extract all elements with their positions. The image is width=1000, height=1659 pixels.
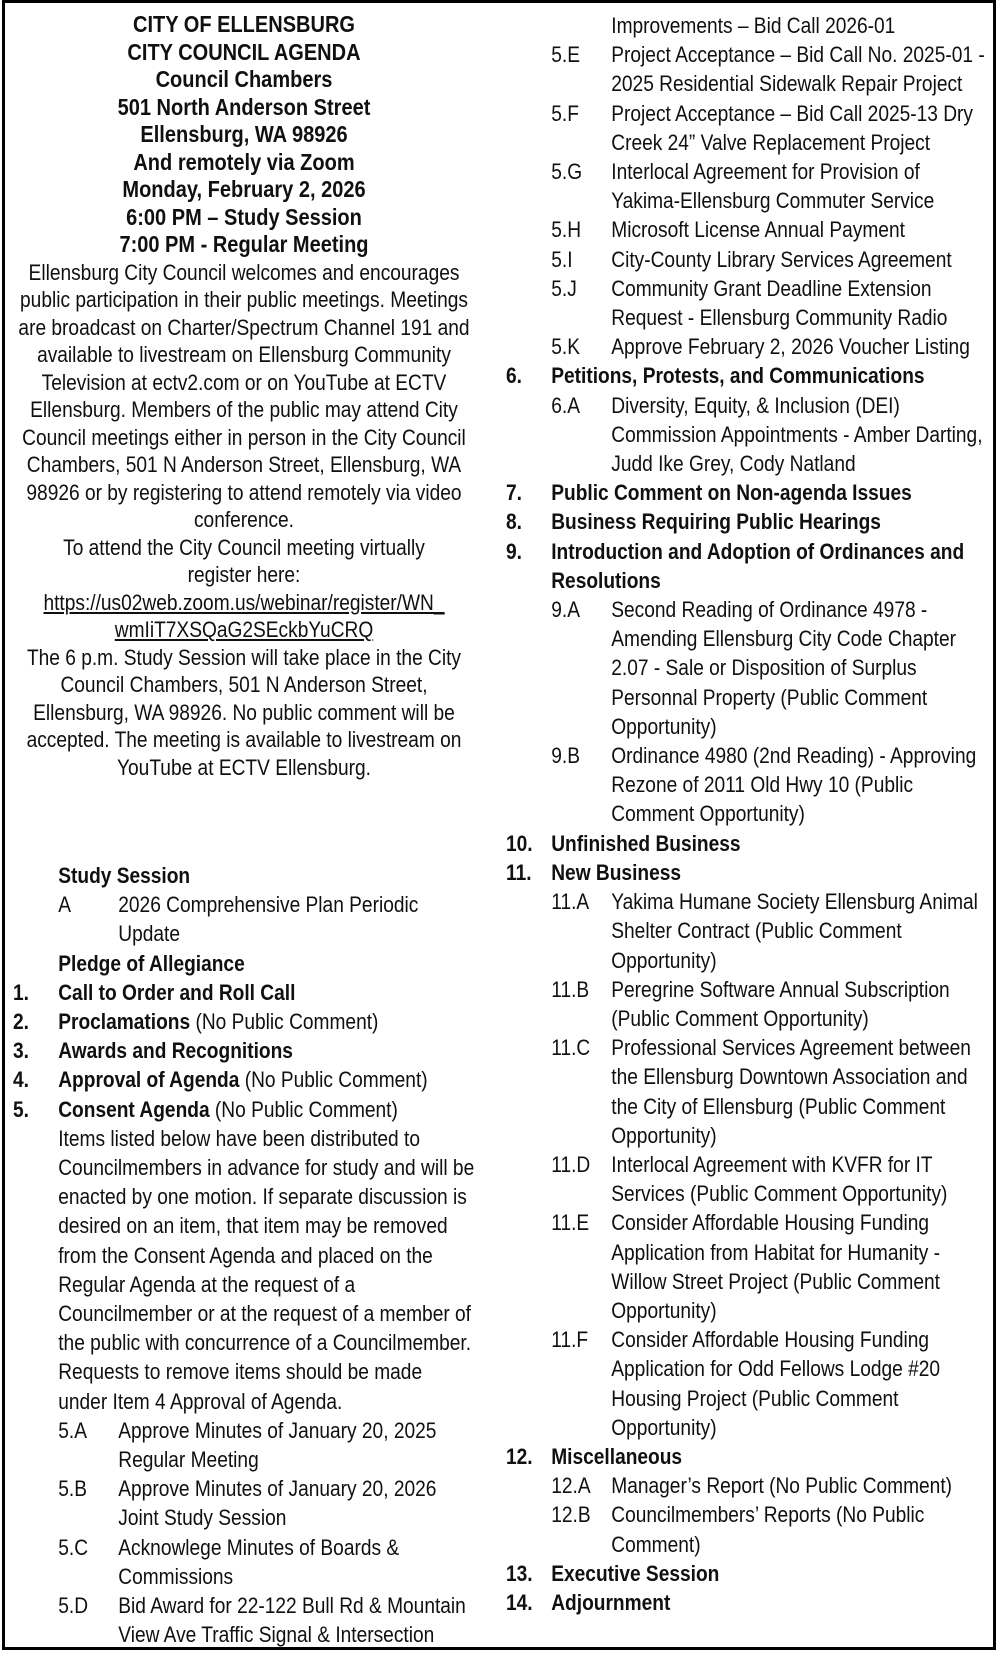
agenda-list-right: [506, 11, 992, 1617]
agenda-item-9A: [506, 595, 992, 741]
agenda-item-9B: [506, 741, 992, 829]
item-label: 5.G: [551, 159, 583, 185]
agenda-item-11F: [506, 1325, 992, 1442]
agenda-item-12A: [506, 1471, 992, 1500]
item-number: 14.: [506, 1589, 533, 1615]
item-label: 5.A: [58, 1417, 87, 1443]
item-number: 12.: [506, 1443, 533, 1469]
item-text: Second Reading of Ordinance 4978 - Amending Ellensburg City Code Chapter 2.07 - Sale or Disposition of Surplus Personnal Property (Public Comment Opportunity): [611, 597, 956, 739]
item-title: Public Comment on Non-agenda Issues: [551, 480, 912, 506]
agenda-item-5J: [506, 274, 992, 332]
item-label: 11.F: [551, 1327, 589, 1353]
item-label: 5.H: [551, 217, 582, 243]
item-number: 9.: [506, 538, 522, 564]
item-label: 5.C: [58, 1534, 89, 1560]
agenda-item-10: [506, 829, 992, 858]
agenda-item-11A: [506, 887, 992, 975]
agenda-item-5A: [13, 1416, 475, 1474]
agenda-item-4: [13, 1065, 475, 1094]
title-remote: And remotely via Zoom: [133, 148, 355, 175]
title-date: Monday, February 2, 2026: [122, 176, 366, 202]
agenda-item-11C: [506, 1033, 992, 1150]
agenda-item-5D-continuation: Improvements – Bid Call 2026-01: [611, 13, 896, 38]
item-number: 6.: [506, 363, 522, 389]
title-street: 501 North Anderson Street: [117, 93, 371, 120]
item-text: Diversity, Equity, & Inclusion (DEI) Commission Appointments - Amber Darting, Judd Ike Grey, Cody Natland: [611, 392, 983, 477]
consent-agenda-description: Items listed below have been distributed to Councilmembers in advance for study and will be enacted by one motion. If separate discussion is desired on an item, that item may be removed from the Consent Agenda and placed on the Regular Agenda at the request of a Councilmember or at the request of a member of the public with concurrence of a Councilmember. Requests to remove items should be made under Item 4 Approval of Agenda.: [58, 1125, 475, 1414]
item-number: 10.: [506, 830, 533, 856]
agenda-item-9: [506, 537, 992, 595]
document-columns: [13, 11, 992, 1649]
item-label: 11.E: [551, 1210, 590, 1236]
item-text: Professional Services Agreement between the Ellensburg Downtown Association and the City of Ellensburg (Public Comment Opportunity): [611, 1035, 971, 1148]
agenda-item-7: [506, 478, 992, 507]
item-text: Interlocal Agreement for Provision of Yakima-Ellensburg Commuter Service: [611, 159, 935, 214]
item-title: Approval of Agenda: [58, 1067, 240, 1093]
zoom-registration-link-line1[interactable]: https://us02web.zoom.us/webinar/register/WN_: [43, 589, 445, 615]
title-location: Council Chambers: [155, 66, 333, 92]
agenda-item-14: [506, 1588, 992, 1617]
item-label: 5.I: [551, 246, 573, 272]
agenda-item-11B: [506, 975, 992, 1033]
agenda-item-5F: [506, 99, 992, 157]
agenda-item-5H: [506, 215, 992, 244]
agenda-item-6: [506, 361, 992, 390]
item-text: Community Grant Deadline Extension Request - Ellensburg Community Radio: [611, 275, 948, 331]
item-text: Ordinance 4980 (2nd Reading) - Approving Rezone of 2011 Old Hwy 10 (Public Comment Opportunity): [611, 743, 977, 827]
item-label: 9.B: [551, 743, 580, 769]
item-number: 3.: [13, 1038, 29, 1064]
item-label: 5.E: [551, 42, 580, 68]
item-label: 5.K: [551, 334, 580, 360]
agenda-item-3: [13, 1036, 475, 1065]
agenda-item-8: [506, 507, 992, 536]
item-text: Manager’s Report (No Public Comment): [611, 1473, 953, 1499]
agenda-item-11D: [506, 1150, 992, 1208]
title-city-state: Ellensburg, WA 98926: [140, 121, 348, 147]
agenda-item-study-A: [13, 890, 475, 948]
item-label: A: [58, 892, 72, 918]
agenda-item-5E: [506, 40, 992, 98]
agenda-item-11: [506, 858, 992, 887]
item-text: Councilmembers’ Reports (No Public Comment): [611, 1502, 925, 1557]
item-title: Call to Order and Roll Call: [58, 979, 296, 1005]
item-text: City-County Library Services Agreement: [611, 246, 952, 272]
title-study-session-time: 6:00 PM – Study Session: [126, 203, 362, 230]
item-title: Adjournment: [551, 1589, 671, 1615]
item-text: Consider Affordable Housing Funding Application from Habitat for Humanity - Willow Street Project (Public Comment Opportunity): [611, 1210, 940, 1323]
item-text: Consider Affordable Housing Funding Application for Odd Fellows Lodge #20 Housing Project (Public Comment Opportunity): [611, 1327, 941, 1440]
zoom-registration-link-line2[interactable]: wmIiT7XSQaG2SEckbYuCRQ: [114, 617, 374, 642]
agenda-item-1: [13, 978, 475, 1007]
item-label: 5.D: [58, 1593, 89, 1619]
item-number: 8.: [506, 509, 522, 535]
welcome-paragraph: Ellensburg City Council welcomes and encourages public participation in their public meetings. Meetings are broadcast on Charter/Spectrum Channel 191 and available to livestream on Ellensburg Community Television at ectv2.com or on YouTube at ECTV Ellensburg. Members of the public may attend City Council meetings either in person in the City Council Chambers, 501 N Anderson Street, Ellensburg, WA 98926 or by registering to attend remotely via video conference.: [18, 259, 470, 532]
title-regular-meeting-time: 7:00 PM - Regular Meeting: [119, 231, 369, 257]
item-text: Peregrine Software Annual Subscription (Public Comment Opportunity): [611, 976, 950, 1031]
item-title: New Business: [551, 859, 682, 885]
item-label: 9.A: [551, 597, 580, 623]
item-text: Approve Minutes of January 20, 2026 Joint Study Session: [118, 1476, 437, 1531]
right-column: [506, 11, 992, 1617]
agenda-item-2: [13, 1007, 475, 1036]
item-number: 13.: [506, 1560, 533, 1586]
agenda-item-11E: [506, 1208, 992, 1325]
register-intro-line2: register here:: [187, 562, 301, 587]
item-number: 11.: [506, 859, 532, 885]
agenda-item-12: [506, 1442, 992, 1471]
item-number: 5.: [13, 1096, 29, 1122]
heading-pledge: Pledge of Allegiance: [58, 950, 245, 976]
item-text: Microsoft License Annual Payment: [611, 217, 905, 243]
item-text: Project Acceptance – Bid Call No. 2025-01 - 2025 Residential Sidewalk Repair Project: [611, 42, 985, 97]
agenda-item-5: [13, 1095, 475, 1124]
item-text: 2026 Comprehensive Plan Periodic Update: [118, 892, 419, 947]
item-note: (No Public Comment): [209, 1096, 398, 1122]
item-label: 5.J: [551, 275, 577, 301]
item-label: 11.D: [551, 1151, 591, 1177]
item-note: (No Public Comment): [239, 1067, 428, 1093]
title-city: CITY OF ELLENSBURG: [132, 11, 355, 37]
item-title: Executive Session: [551, 1560, 720, 1586]
item-label: 5.B: [58, 1476, 87, 1502]
item-text: Yakima Humane Society Ellensburg Animal Shelter Contract (Public Comment Opportunity): [611, 889, 978, 973]
agenda-item-5K: [506, 332, 992, 361]
item-number: 1.: [13, 979, 29, 1005]
study-session-note: The 6 p.m. Study Session will take place in the City Council Chambers, 501 N Anderson Street, Ellensburg, WA 98926. No public comment will be accepted. The meeting is available to livestream on YouTube at ECTV Ellensburg.: [26, 644, 462, 780]
item-title: Business Requiring Public Hearings: [551, 509, 881, 535]
agenda-item-5I: [506, 245, 992, 274]
register-intro-line1: To attend the City Council meeting virtually: [63, 534, 425, 560]
item-text: Interlocal Agreement with KVFR for IT Services (Public Comment Opportunity): [611, 1151, 948, 1207]
agenda-item-12B: [506, 1500, 992, 1558]
title-agenda: CITY COUNCIL AGENDA: [127, 38, 361, 65]
agenda-item-5D: [13, 1591, 475, 1649]
item-title: Introduction and Adoption of Ordinances and Resolutions: [551, 538, 965, 593]
item-label: 6.A: [551, 392, 580, 418]
item-text: Approve Minutes of January 20, 2025 Regular Meeting: [118, 1417, 437, 1473]
item-title: Awards and Recognitions: [58, 1038, 293, 1064]
item-title: Proclamations: [58, 1009, 191, 1035]
item-label: 12.B: [551, 1502, 591, 1528]
agenda-list-left: [13, 861, 475, 1649]
item-text: Approve February 2, 2026 Voucher Listing: [611, 334, 970, 360]
agenda-item-5B: [13, 1474, 475, 1532]
item-title: Petitions, Protests, and Communications: [551, 363, 925, 389]
agenda-item-5C: [13, 1533, 475, 1591]
item-title: Unfinished Business: [551, 830, 741, 856]
agenda-item-6A: [506, 391, 992, 479]
item-number: 7.: [506, 480, 522, 506]
item-text: Bid Award for 22-122 Bull Rd & Mountain View Ave Traffic Signal & Intersection: [118, 1593, 466, 1648]
item-title: Miscellaneous: [551, 1443, 683, 1469]
item-label: 11.B: [551, 976, 590, 1002]
item-note: (No Public Comment): [190, 1009, 379, 1035]
item-number: 4.: [13, 1067, 29, 1093]
item-number: 2.: [13, 1009, 29, 1035]
agenda-item-5G: [506, 157, 992, 215]
heading-study-session: Study Session: [58, 863, 191, 888]
item-text: Project Acceptance – Bid Call 2025-13 Dry Creek 24” Valve Replacement Project: [611, 100, 973, 155]
item-label: 5.F: [551, 100, 579, 126]
item-label: 11.C: [551, 1035, 591, 1061]
item-text: Acknowlege Minutes of Boards & Commissions: [118, 1534, 400, 1589]
document-header: [13, 11, 475, 781]
item-title: Consent Agenda: [58, 1096, 210, 1122]
agenda-item-13: [506, 1559, 992, 1588]
item-label: 12.A: [551, 1473, 591, 1499]
left-column: [13, 11, 475, 1649]
item-label: 11.A: [551, 889, 590, 915]
